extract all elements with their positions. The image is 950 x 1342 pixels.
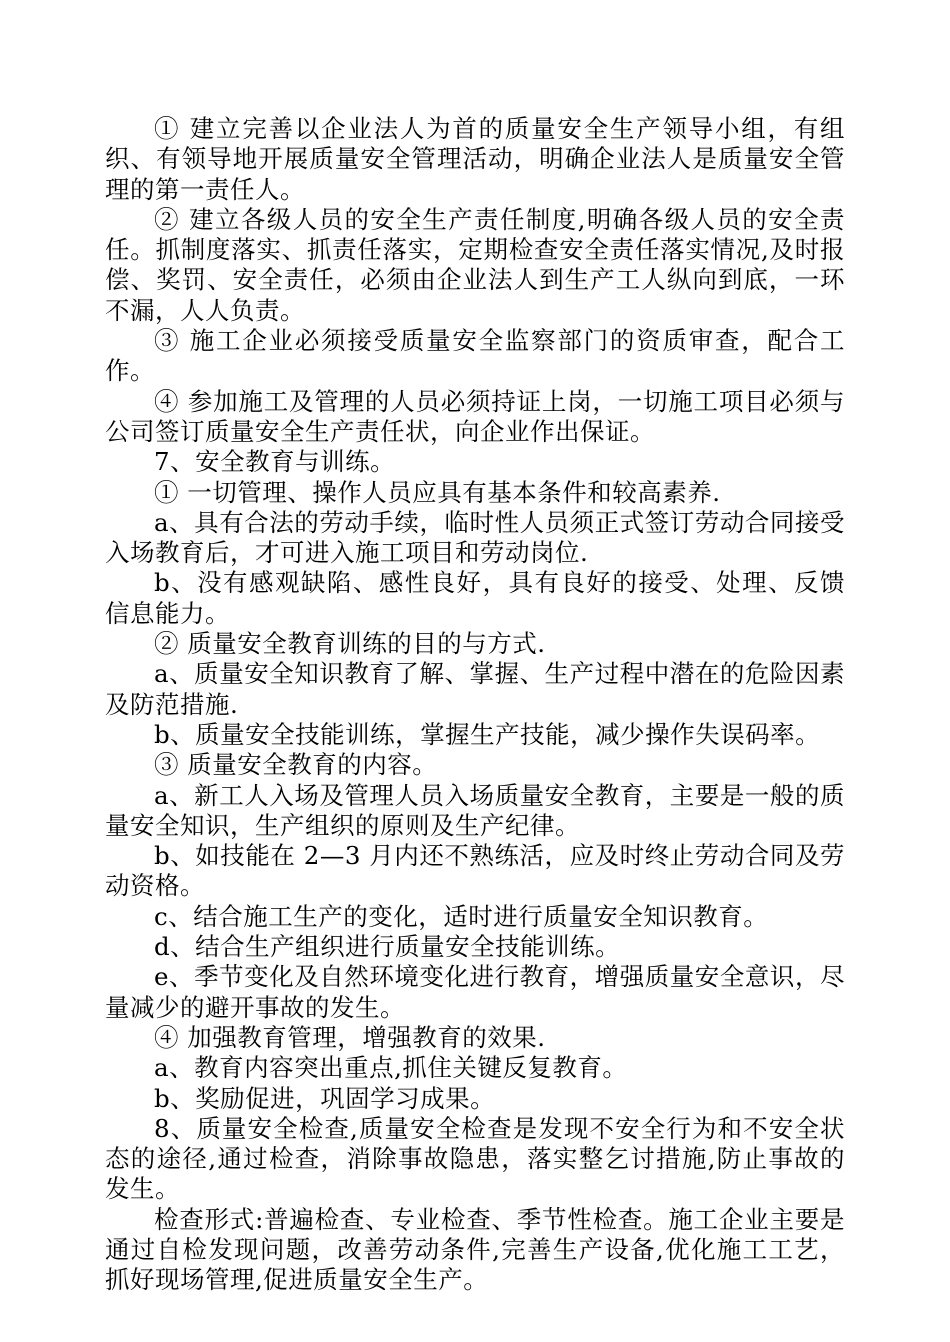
paragraph-item-seasonal-education: e、季节变化及自然环境变化进行教育，增强质量安全意识，尽量减少的避开事故的发生。 (105, 962, 845, 1022)
paragraph-qualification-review: ③ 施工企业必须接受质量安全监察部门的资质审查，配合工作。 (105, 326, 845, 386)
paragraph-inspection-forms: 检查形式:普遍检查、专业检查、季节性检查。施工企业主要是通过自检发现问题，改善劳动条件,完善生产设备,优化施工工艺，抓好现场管理,促进质量安全生产。 (105, 1204, 845, 1295)
paragraph-training-purpose: ② 质量安全教育训练的目的与方式. (154, 629, 546, 659)
paragraph-item-skill-training: b、质量安全技能训练，掌握生产技能，减少操作失误码率。 (154, 719, 821, 749)
paragraph-basic-conditions: ① 一切管理、操作人员应具有基本条件和较高素养. (154, 477, 721, 507)
paragraph-item-organization-training: d、结合生产组织进行质量安全技能训练。 (154, 932, 621, 962)
paragraph-education-management: ④ 加强教育管理，增强教育的效果. (154, 1022, 546, 1052)
paragraph-education-content: ③ 质量安全教育的内容。 (154, 750, 438, 780)
paragraph-item-knowledge-education: a、质量安全知识教育了解、掌握、生产过程中潜在的危险因素及防范措施. (105, 659, 845, 719)
paragraph-certified-personnel: ④ 参加施工及管理的人员必须持证上岗，一切施工项目必须与公司签订质量安全生产责任状，向企业作出保证。 (105, 386, 845, 446)
paragraph-item-new-workers: a、新工人入场及管理人员入场质量安全教育，主要是一般的质量安全知识，生产组织的原则及生产纪律。 (105, 780, 845, 840)
paragraph-item-skill-deadline: b、如技能在 2—3 月内还不熟练活，应及时终止劳动合同及劳动资格。 (105, 841, 845, 901)
section-heading-safety-education: 7、安全教育与训练。 (154, 447, 396, 477)
paragraph-leadership-group: ① 建立完善以企业法人为首的质量安全生产领导小组，有组织、有领导地开展质量安全管理活动，明确企业法人是质量安全管理的第一责任人。 (105, 114, 845, 204)
document-body (105, 114, 845, 1296)
paragraph-responsibility-system: ② 建立各级人员的安全生产责任制度,明确各级人员的安全责任。抓制度落实、抓责任落实，定期检查安全责任落实情况,及时报偿、奖罚、安全责任，必须由企业法人到生产工人纵向到底，一环不漏，人人负责。 (105, 204, 845, 325)
paragraph-item-rewards: b、奖励促进，巩固学习成果。 (154, 1083, 496, 1113)
paragraph-item-key-points: a、教育内容突出重点,抓住关键反复教育。 (154, 1053, 628, 1083)
paragraph-item-production-changes: c、结合施工生产的变化，适时进行质量安全知识教育。 (154, 901, 769, 931)
section-heading-safety-inspection: 8、质量安全检查,质量安全检查是发现不安全行为和不安全状态的途径,通过检查，消除事故隐患，落实整乞讨措施,防止事故的发生。 (105, 1113, 845, 1204)
paragraph-item-labor-procedures: a、具有合法的劳动手续，临时性人员须正式签订劳动合同接受入场教育后，才可进入施工项目和劳动岗位. (105, 507, 845, 568)
paragraph-item-no-defects: b、没有感观缺陷、感性良好，具有良好的接受、处理、反馈信息能力。 (105, 568, 845, 628)
